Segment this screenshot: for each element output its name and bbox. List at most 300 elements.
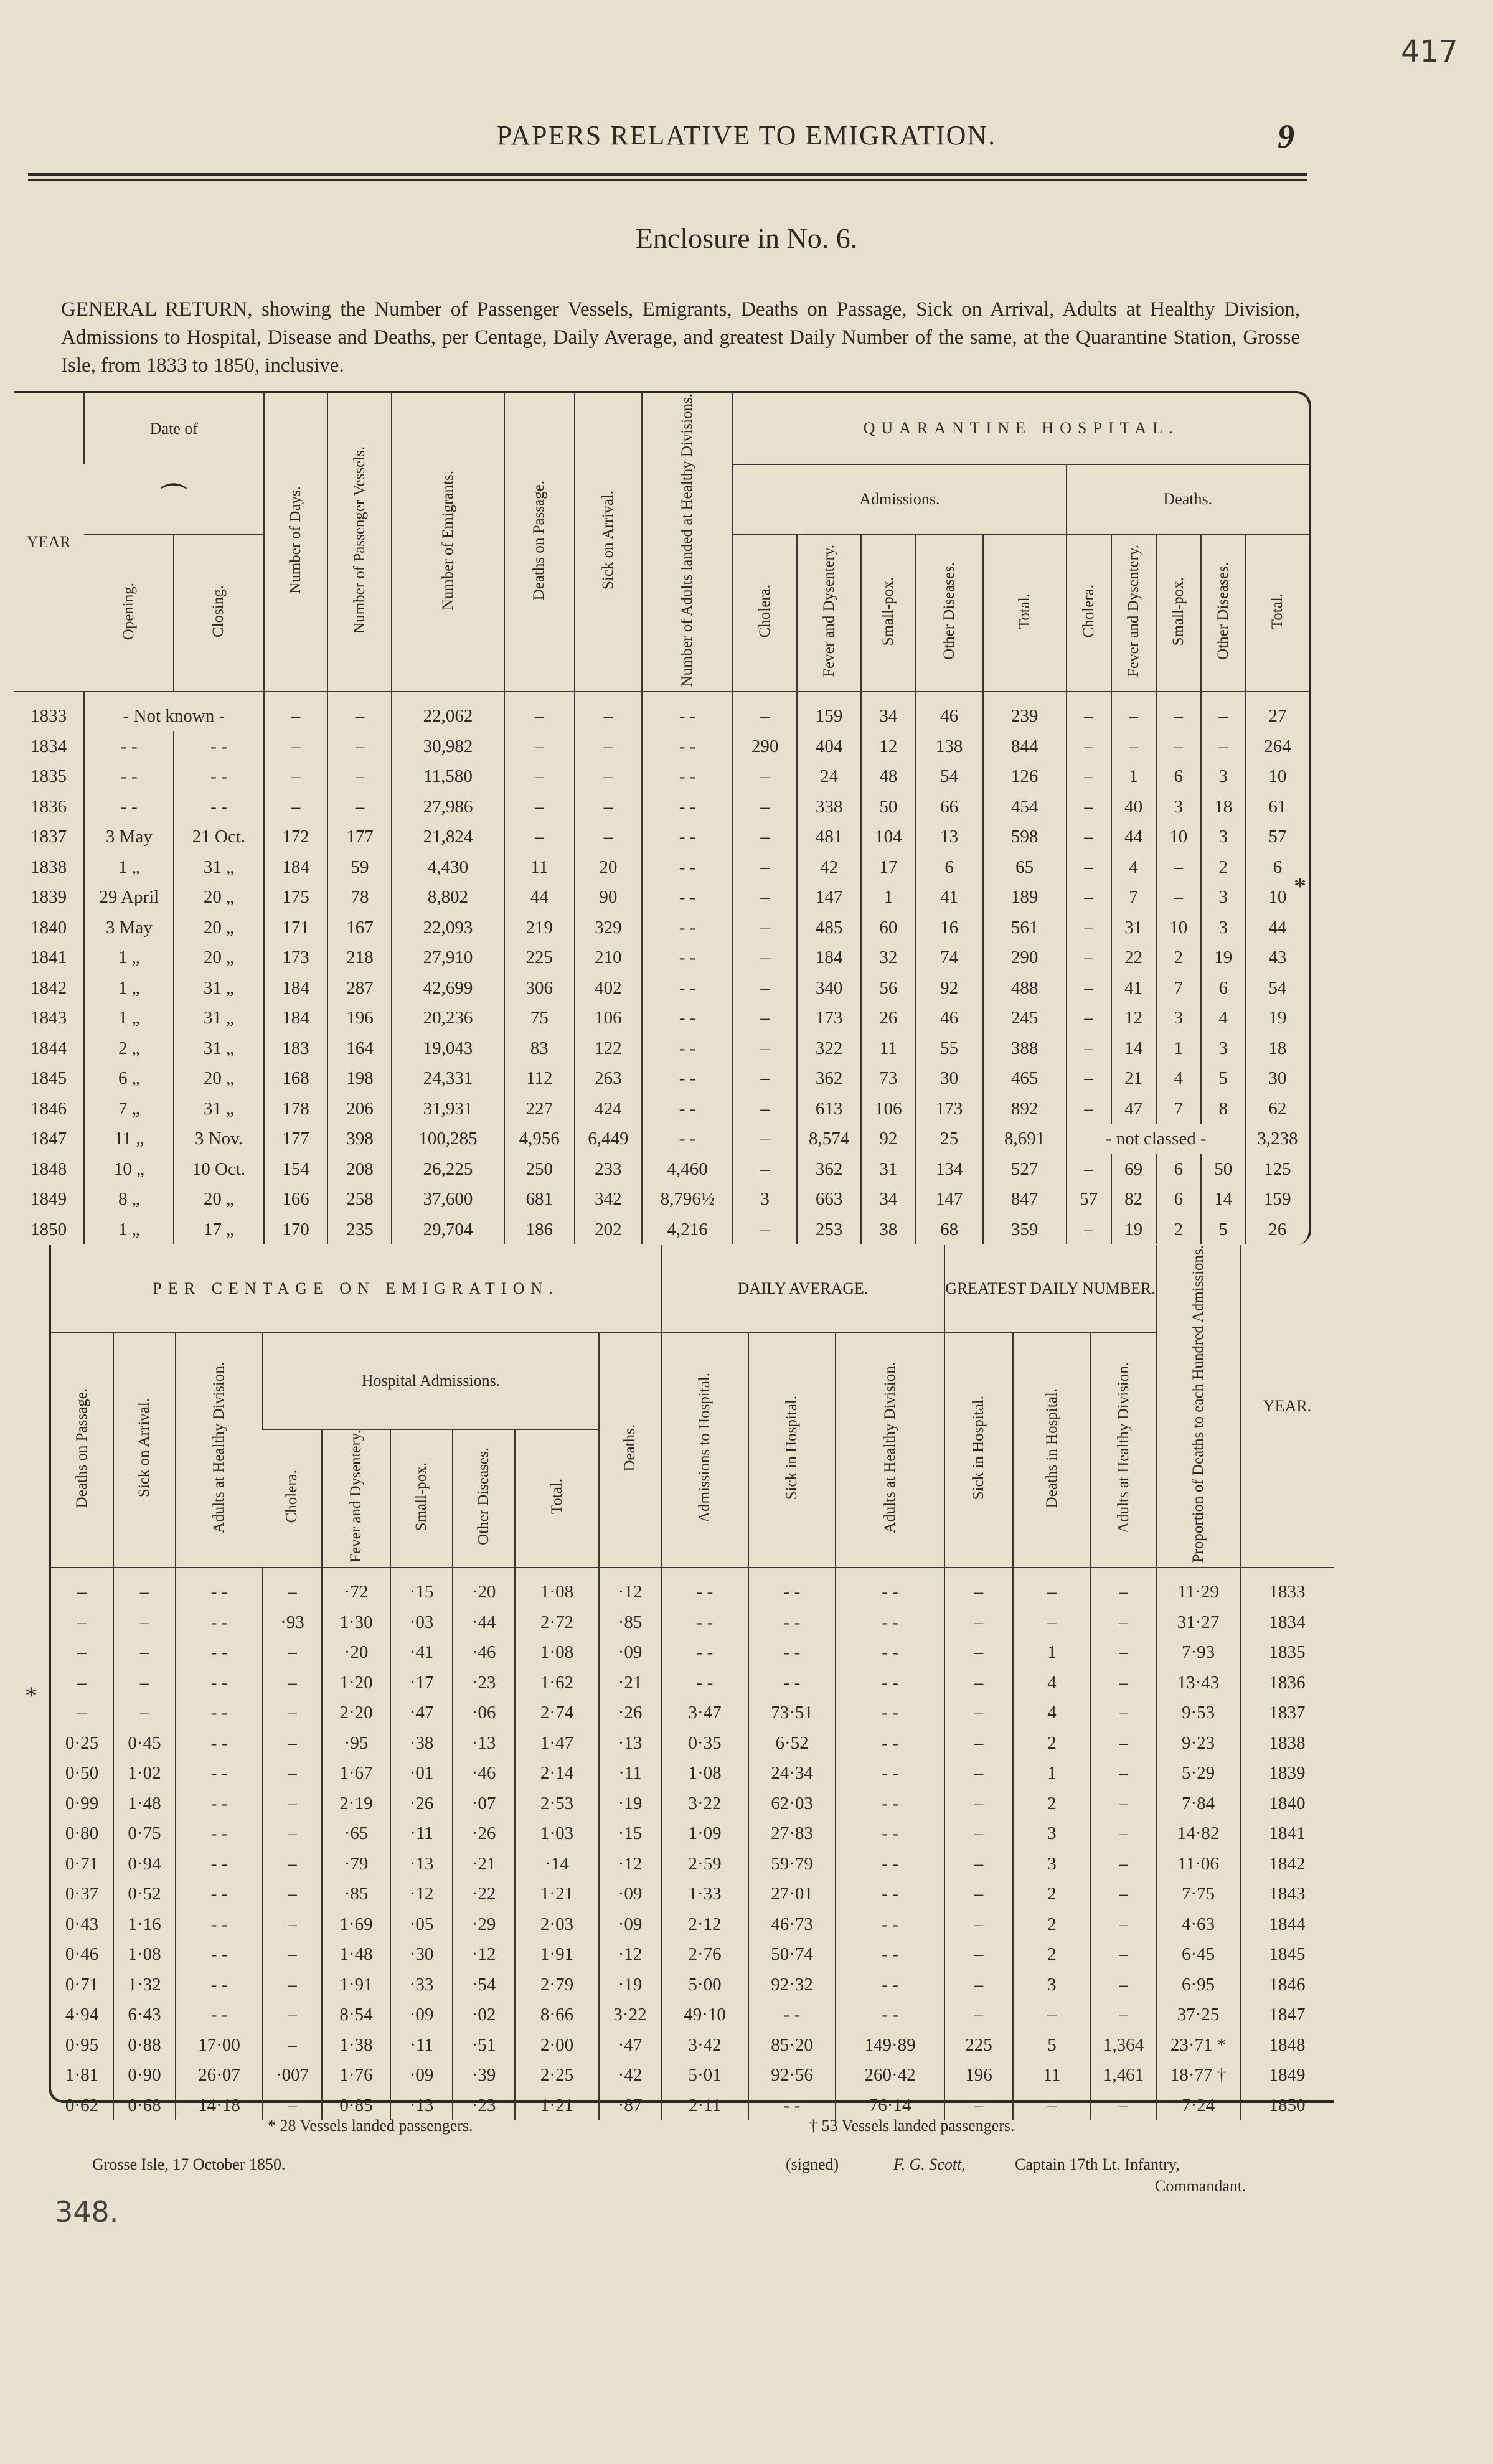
table-cell: ·17 <box>390 1668 453 1698</box>
table-cell: 20 „ <box>174 882 263 913</box>
table-cell: – <box>944 1728 1013 1759</box>
margin-star-top: * <box>1294 872 1306 900</box>
table-cell: 1846 <box>31 1098 67 1119</box>
table-cell: 31 „ <box>174 852 263 883</box>
table-cell: ·09 <box>390 2060 453 2090</box>
table-cell: ·79 <box>322 1849 390 1879</box>
table-cell: 3 <box>1201 761 1246 792</box>
table-cell: 1·47 <box>515 1728 599 1759</box>
table-cell: 23·71 * <box>1156 2030 1240 2061</box>
table-cell: ·85 <box>599 1607 661 1638</box>
table-cell: – <box>264 792 328 822</box>
table-cell: 424 <box>575 1094 642 1124</box>
table-row <box>14 761 1309 792</box>
table-cell: – <box>1013 1607 1091 1638</box>
table-cell: 73·51 <box>748 1698 836 1728</box>
col-d-cholera: Cholera. <box>1080 585 1097 638</box>
table-cell: ·11 <box>390 1818 453 1849</box>
table-row <box>51 2000 1334 2030</box>
table-cell: 82 <box>1111 1184 1156 1215</box>
table-cell: 27,910 <box>392 943 504 973</box>
table-cell: 1·48 <box>113 1789 176 1819</box>
table-cell: 0·62 <box>65 2095 99 2115</box>
table-cell: - - <box>176 2000 263 2030</box>
table-cell: 31 <box>861 1154 916 1185</box>
table-cell: - - <box>642 822 733 852</box>
table-cell: – <box>1091 1789 1156 1819</box>
table-cell: – <box>327 792 392 822</box>
table-cell: – <box>733 882 797 913</box>
table-cell: 9·53 <box>1156 1698 1240 1728</box>
table-cell: 18·77 † <box>1156 2060 1240 2090</box>
table-cell: – <box>1013 2090 1091 2121</box>
table-cell: 26·07 <box>176 2060 263 2090</box>
table-cell: 171 <box>264 913 328 943</box>
table-cell: – <box>263 1668 322 1698</box>
table-cell: 485 <box>797 913 861 943</box>
col-b-fever: Fever and Dysentery. <box>347 1430 364 1563</box>
table-cell: 0·52 <box>113 1879 176 1909</box>
table-cell: - - <box>748 1607 836 1638</box>
table-cell: 7 <box>1156 1094 1201 1124</box>
table-cell: 2·59 <box>661 1849 748 1879</box>
table-cell: 8·54 <box>322 2000 390 2030</box>
table-cell: – <box>1091 1879 1156 1909</box>
table-cell: 1836 <box>31 796 67 817</box>
table-cell: 7 <box>1156 973 1201 1004</box>
table-cell: 322 <box>797 1033 861 1064</box>
table-cell: 138 <box>916 731 983 762</box>
table-cell: 149·89 <box>836 2030 944 2061</box>
table-cell: 173 <box>264 943 328 973</box>
table-cell: ·12 <box>599 1939 661 1970</box>
table-cell: 198 <box>327 1063 392 1094</box>
table-row <box>51 2060 1334 2090</box>
table-cell: 21 <box>1111 1063 1156 1094</box>
table-cell: – <box>1091 2090 1156 2121</box>
table-cell: 402 <box>575 973 642 1004</box>
table-cell: 7 „ <box>84 1094 174 1124</box>
table-cell: 34 <box>861 692 916 731</box>
table-cell: ·007 <box>263 2060 322 2090</box>
table-row <box>51 1607 1334 1638</box>
table-cell: 125 <box>1246 1154 1309 1185</box>
table-cell: 1835 <box>31 766 67 787</box>
table-cell: 1·30 <box>322 1607 390 1638</box>
table-cell: 359 <box>983 1215 1067 1245</box>
table-cell: – <box>575 822 642 852</box>
table-cell: 206 <box>327 1094 392 1124</box>
table-cell: 2 <box>1013 1728 1091 1759</box>
table-cell: 172 <box>264 822 328 852</box>
table-cell: 6 <box>1156 1184 1201 1215</box>
table-cell: 1843 <box>31 1008 67 1028</box>
table-cell: 55 <box>916 1033 983 1064</box>
table-cell: 1840 <box>1240 1789 1334 1819</box>
table-cell: 25 <box>916 1124 983 1154</box>
col-adm-fever: Fever and Dysentery. <box>820 545 837 678</box>
table-cell: 2·25 <box>515 2060 599 2090</box>
quarantine-table <box>14 393 1309 1244</box>
table-cell: 218 <box>327 943 392 973</box>
table-cell: 1839 <box>1240 1758 1334 1789</box>
table-cell: – <box>1013 2000 1091 2030</box>
table-cell: 20 „ <box>174 913 263 943</box>
table-cell: - - <box>642 852 733 883</box>
col-avg-admissions: Admissions to Hospital. <box>696 1373 714 1523</box>
table-cell: 4 <box>1111 852 1156 883</box>
table-cell: 1 <box>861 882 916 913</box>
table-cell: 68 <box>916 1215 983 1245</box>
table-cell: – <box>1067 822 1111 852</box>
table-cell: 5·00 <box>661 1970 748 2000</box>
table-cell: 225 <box>504 943 575 973</box>
table-cell: 1 <box>1013 1637 1091 1668</box>
table-row <box>14 913 1309 943</box>
col-year-bottom: YEAR. <box>1240 1245 1334 1568</box>
table-cell: – <box>263 1728 322 1759</box>
table-cell: ·09 <box>599 1909 661 1940</box>
table-cell: 31 „ <box>174 1003 263 1033</box>
table-cell: 20 „ <box>174 1063 263 1094</box>
table-cell: - - <box>836 1879 944 1909</box>
table-cell: 362 <box>797 1063 861 1094</box>
table-cell: 2·72 <box>515 1607 599 1638</box>
table-cell: – <box>327 761 392 792</box>
table-cell: 1·33 <box>661 1879 748 1909</box>
table-cell: 56 <box>861 973 916 1004</box>
table-cell: 186 <box>504 1215 575 1245</box>
col-b-smallpox: Small-pox. <box>413 1462 430 1531</box>
table-cell: 306 <box>504 973 575 1004</box>
table-cell: 0·95 <box>65 2034 99 2055</box>
table-cell: 1 <box>1013 1758 1091 1789</box>
table-cell: 1845 <box>1240 1939 1334 1970</box>
table-cell: 1,364 <box>1091 2030 1156 2061</box>
table-cell: 13 <box>916 822 983 852</box>
table-cell: – <box>1067 692 1111 731</box>
table-cell: 46·73 <box>748 1909 836 1940</box>
table-cell: 2 „ <box>84 1033 174 1064</box>
signoff-rank: Captain 17th Lt. Infantry, <box>1015 2155 1180 2173</box>
table-cell: 29,704 <box>392 1215 504 1245</box>
table-cell: - - <box>176 1698 263 1728</box>
table-cell: 134 <box>916 1154 983 1185</box>
col-avg-sick: Sick in Hospital. <box>783 1396 801 1500</box>
table-cell: ·06 <box>453 1698 515 1728</box>
table-cell: – <box>1111 692 1156 731</box>
table-cell: – <box>113 1637 176 1668</box>
table-cell: 11 <box>504 852 575 883</box>
table-cell: 14·18 <box>176 2090 263 2121</box>
table-cell: 46 <box>916 1003 983 1033</box>
table-cell: – <box>263 1939 322 1970</box>
table-cell: 0·85 <box>322 2090 390 2121</box>
table-cell: 342 <box>575 1184 642 1215</box>
table-cell: 1·32 <box>113 1970 176 2000</box>
table-cell: 527 <box>983 1154 1067 1185</box>
table-cell: – <box>77 1703 87 1723</box>
table-cell: 2 <box>1013 1909 1091 1940</box>
table-cell: – <box>77 1612 87 1632</box>
header-rule <box>28 173 1307 176</box>
table-cell: ·11 <box>599 1758 661 1789</box>
table-cell: 681 <box>504 1184 575 1215</box>
table-cell: 26 <box>1246 1215 1309 1245</box>
table-cell: ·65 <box>322 1818 390 1849</box>
table-cell: 8,802 <box>392 882 504 913</box>
table-cell: – <box>1067 761 1111 792</box>
table-cell: 598 <box>983 822 1067 852</box>
col-deaths-passage: Deaths on Passage. <box>530 480 548 600</box>
table-cell: – <box>263 2030 322 2061</box>
table-cell: 2·76 <box>661 1939 748 1970</box>
top-table-body <box>14 692 1309 1244</box>
table-cell: - - <box>642 1094 733 1124</box>
table-cell: 20,236 <box>392 1003 504 1033</box>
table-row <box>14 1033 1309 1064</box>
table-cell: 22 <box>1111 943 1156 973</box>
table-cell: 43 <box>1246 943 1309 973</box>
table-cell: 0·37 <box>65 1884 99 1904</box>
table-cell: – <box>1091 2000 1156 2030</box>
table-row <box>51 1758 1334 1789</box>
table-cell: 20 <box>575 852 642 883</box>
table-cell: – <box>264 692 328 731</box>
table-cell: 3 <box>1201 822 1246 852</box>
col-year: YEAR <box>14 393 84 692</box>
table-cell: – <box>1201 692 1246 731</box>
table-cell: ·01 <box>390 1758 453 1789</box>
table-cell: – <box>1067 1063 1111 1094</box>
table-cell: 41 <box>916 882 983 913</box>
table-cell: 2 <box>1013 1939 1091 1970</box>
table-cell: 1845 <box>31 1068 67 1089</box>
table-cell: 1·48 <box>322 1939 390 1970</box>
col-proportion: Proportion of Deaths to each Hundred Admissions. <box>1189 1245 1207 1563</box>
table-cell: – <box>944 1668 1013 1698</box>
table-cell: ·29 <box>453 1909 515 1940</box>
table-cell: – <box>944 1758 1013 1789</box>
col-days: Number of Days. <box>287 486 304 595</box>
table-cell: – <box>733 913 797 943</box>
table-cell: - - <box>642 1063 733 1094</box>
table-cell: 4 <box>1013 1698 1091 1728</box>
table-cell: 0·88 <box>113 2030 176 2061</box>
table-cell: 31 „ <box>174 1094 263 1124</box>
table-cell: – <box>733 792 797 822</box>
table-cell: 3·22 <box>599 2000 661 2030</box>
group-quarantine-hospital: QUARANTINE HOSPITAL. <box>733 393 1309 464</box>
table-cell: 159 <box>1246 1184 1309 1215</box>
table-cell: 196 <box>944 2060 1013 2090</box>
table-cell: ·26 <box>599 1698 661 1728</box>
table-cell: 38 <box>861 1215 916 1245</box>
table-cell: – <box>944 1909 1013 1940</box>
table-cell: - - <box>176 1607 263 1638</box>
table-cell: 189 <box>983 882 1067 913</box>
table-cell: 290 <box>983 943 1067 973</box>
signoff-name: F. G. Scott, <box>893 2155 966 2173</box>
table-cell: 1·38 <box>322 2030 390 2061</box>
table-cell: 1 „ <box>84 1215 174 1245</box>
table-cell: - - <box>836 1909 944 1940</box>
table-cell: – <box>944 1568 1013 1607</box>
table-cell: 104 <box>861 822 916 852</box>
table-row <box>14 731 1309 762</box>
table-cell: ·07 <box>453 1789 515 1819</box>
date-brace: ⏜ <box>84 464 263 535</box>
table-cell: 6 <box>1156 1154 1201 1185</box>
table-cell: – <box>1091 1818 1156 1849</box>
table-row <box>51 1939 1334 1970</box>
table-cell: 2·53 <box>515 1789 599 1819</box>
table-cell: 1·81 <box>65 2065 99 2085</box>
table-cell: 233 <box>575 1154 642 1185</box>
table-cell: – <box>733 1124 797 1154</box>
table-cell: - - <box>836 1698 944 1728</box>
col-b-deaths-passage: Deaths on Passage. <box>73 1388 90 1508</box>
table-cell: 92·56 <box>748 2060 836 2090</box>
table-cell: 3 May <box>84 913 174 943</box>
table-cell: – <box>733 943 797 973</box>
table-cell: ·19 <box>599 1970 661 2000</box>
table-cell: - not classed - <box>1067 1124 1246 1154</box>
table-cell: 287 <box>327 973 392 1004</box>
table-cell: 10 „ <box>84 1154 174 1185</box>
table-cell: 18 <box>1201 792 1246 822</box>
col-avg-adults: Adults at Healthy Division. <box>881 1362 898 1534</box>
group-daily-average: DAILY AVERAGE. <box>661 1245 944 1332</box>
table-cell: – <box>1156 692 1201 731</box>
table-cell: ·12 <box>599 1568 661 1607</box>
table-cell: 8 „ <box>84 1184 174 1215</box>
col-vessels: Number of Passenger Vessels. <box>351 446 368 634</box>
table-cell: 1 „ <box>84 973 174 1004</box>
table-cell: – <box>1091 1568 1156 1607</box>
table-cell: – <box>1156 882 1201 913</box>
table-row <box>51 1789 1334 1819</box>
table-cell: 61 <box>1246 792 1309 822</box>
table-cell: 20 „ <box>174 943 263 973</box>
table-cell: 112 <box>504 1063 575 1094</box>
table-cell: 1·21 <box>515 2090 599 2121</box>
table-cell: - - <box>836 2000 944 2030</box>
table-cell: 0·45 <box>113 1728 176 1759</box>
table-cell: 166 <box>264 1184 328 1215</box>
table-cell: ·12 <box>390 1879 453 1909</box>
table-cell: 164 <box>327 1033 392 1064</box>
table-cell: 26,225 <box>392 1154 504 1185</box>
table-cell: 8,691 <box>983 1124 1067 1154</box>
page-header-title: PAPERS RELATIVE TO EMIGRATION. <box>496 120 997 151</box>
table-cell: 7 <box>1111 882 1156 913</box>
table-cell: ·19 <box>599 1789 661 1819</box>
table-cell: 1·62 <box>515 1668 599 1698</box>
table-cell: 147 <box>797 882 861 913</box>
table-cell: – <box>733 1063 797 1094</box>
table-cell: 844 <box>983 731 1067 762</box>
table-row <box>14 792 1309 822</box>
table-cell: – <box>1067 1033 1111 1064</box>
table-cell: 1·91 <box>515 1939 599 1970</box>
table-cell: 168 <box>264 1063 328 1094</box>
group-admissions: Admissions. <box>733 464 1066 535</box>
table-row <box>14 692 1309 731</box>
table-cell: 76·14 <box>836 2090 944 2121</box>
table-cell: 2·03 <box>515 1909 599 1940</box>
table-row <box>14 973 1309 1004</box>
table-cell: 1839 <box>31 887 67 908</box>
table-cell: – <box>1091 1939 1156 1970</box>
table-cell: ·23 <box>453 1668 515 1698</box>
table-cell: 5 <box>1201 1215 1246 1245</box>
table-cell: - - <box>176 1970 263 2000</box>
table-cell: 1847 <box>1240 2000 1334 2030</box>
col-b-total: Total. <box>548 1479 565 1515</box>
table-cell: ·20 <box>322 1637 390 1668</box>
table-cell: 27 <box>1246 692 1309 731</box>
table-cell: 10 <box>1156 913 1201 943</box>
table-cell: 0·68 <box>113 2090 176 2121</box>
table-row <box>14 852 1309 883</box>
col-b-adults-healthy: Adults at Healthy Division. <box>210 1362 227 1534</box>
table-cell: 338 <box>797 792 861 822</box>
table-cell: 27,986 <box>392 792 504 822</box>
table-cell: 1·16 <box>113 1909 176 1940</box>
table-cell: – <box>77 1582 87 1602</box>
table-cell: 59 <box>327 852 392 883</box>
table-cell: 54 <box>1246 973 1309 1004</box>
table-cell: – <box>77 1642 87 1663</box>
table-cell: – <box>264 761 328 792</box>
table-cell: 5·01 <box>661 2060 748 2090</box>
table-cell: 44 <box>504 882 575 913</box>
table-cell: 3 <box>1201 1033 1246 1064</box>
table-cell: - - <box>836 1849 944 1879</box>
table-cell: ·51 <box>453 2030 515 2061</box>
table-cell: 0·80 <box>65 1823 99 1844</box>
table-cell: 0·25 <box>65 1733 99 1753</box>
table-cell: 8,574 <box>797 1124 861 1154</box>
table-cell: 362 <box>797 1154 861 1185</box>
table-cell: 1838 <box>1240 1728 1334 1759</box>
table-cell: 0·71 <box>65 1853 99 1874</box>
table-cell: 892 <box>983 1094 1067 1124</box>
table-cell: 74 <box>916 943 983 973</box>
table-cell: 31 „ <box>174 973 263 1004</box>
footnote-star: * 28 Vessels landed passengers. <box>268 2117 473 2135</box>
table-cell: 85·20 <box>748 2030 836 2061</box>
table-cell: 1841 <box>1240 1818 1334 1849</box>
table-cell: - - <box>176 1879 263 1909</box>
table-cell: ·03 <box>390 1607 453 1638</box>
table-cell: - - <box>836 1758 944 1789</box>
table-cell: 1849 <box>1240 2060 1334 2090</box>
table-cell: 11 <box>1013 2060 1091 2090</box>
table-cell: 488 <box>983 973 1067 1004</box>
table-cell: 0·71 <box>65 1974 99 1995</box>
table-cell: ·87 <box>599 2090 661 2121</box>
table-cell: 454 <box>983 792 1067 822</box>
table-cell: ·72 <box>322 1568 390 1607</box>
table-cell: – <box>1091 1970 1156 2000</box>
col-adults-healthy: Number of Adults landed at Healthy Divisions. <box>679 393 696 687</box>
table-cell: – <box>1091 1668 1156 1698</box>
table-cell: ·46 <box>453 1637 515 1668</box>
table-cell: - - <box>836 1970 944 2000</box>
table-cell: ·38 <box>390 1728 453 1759</box>
